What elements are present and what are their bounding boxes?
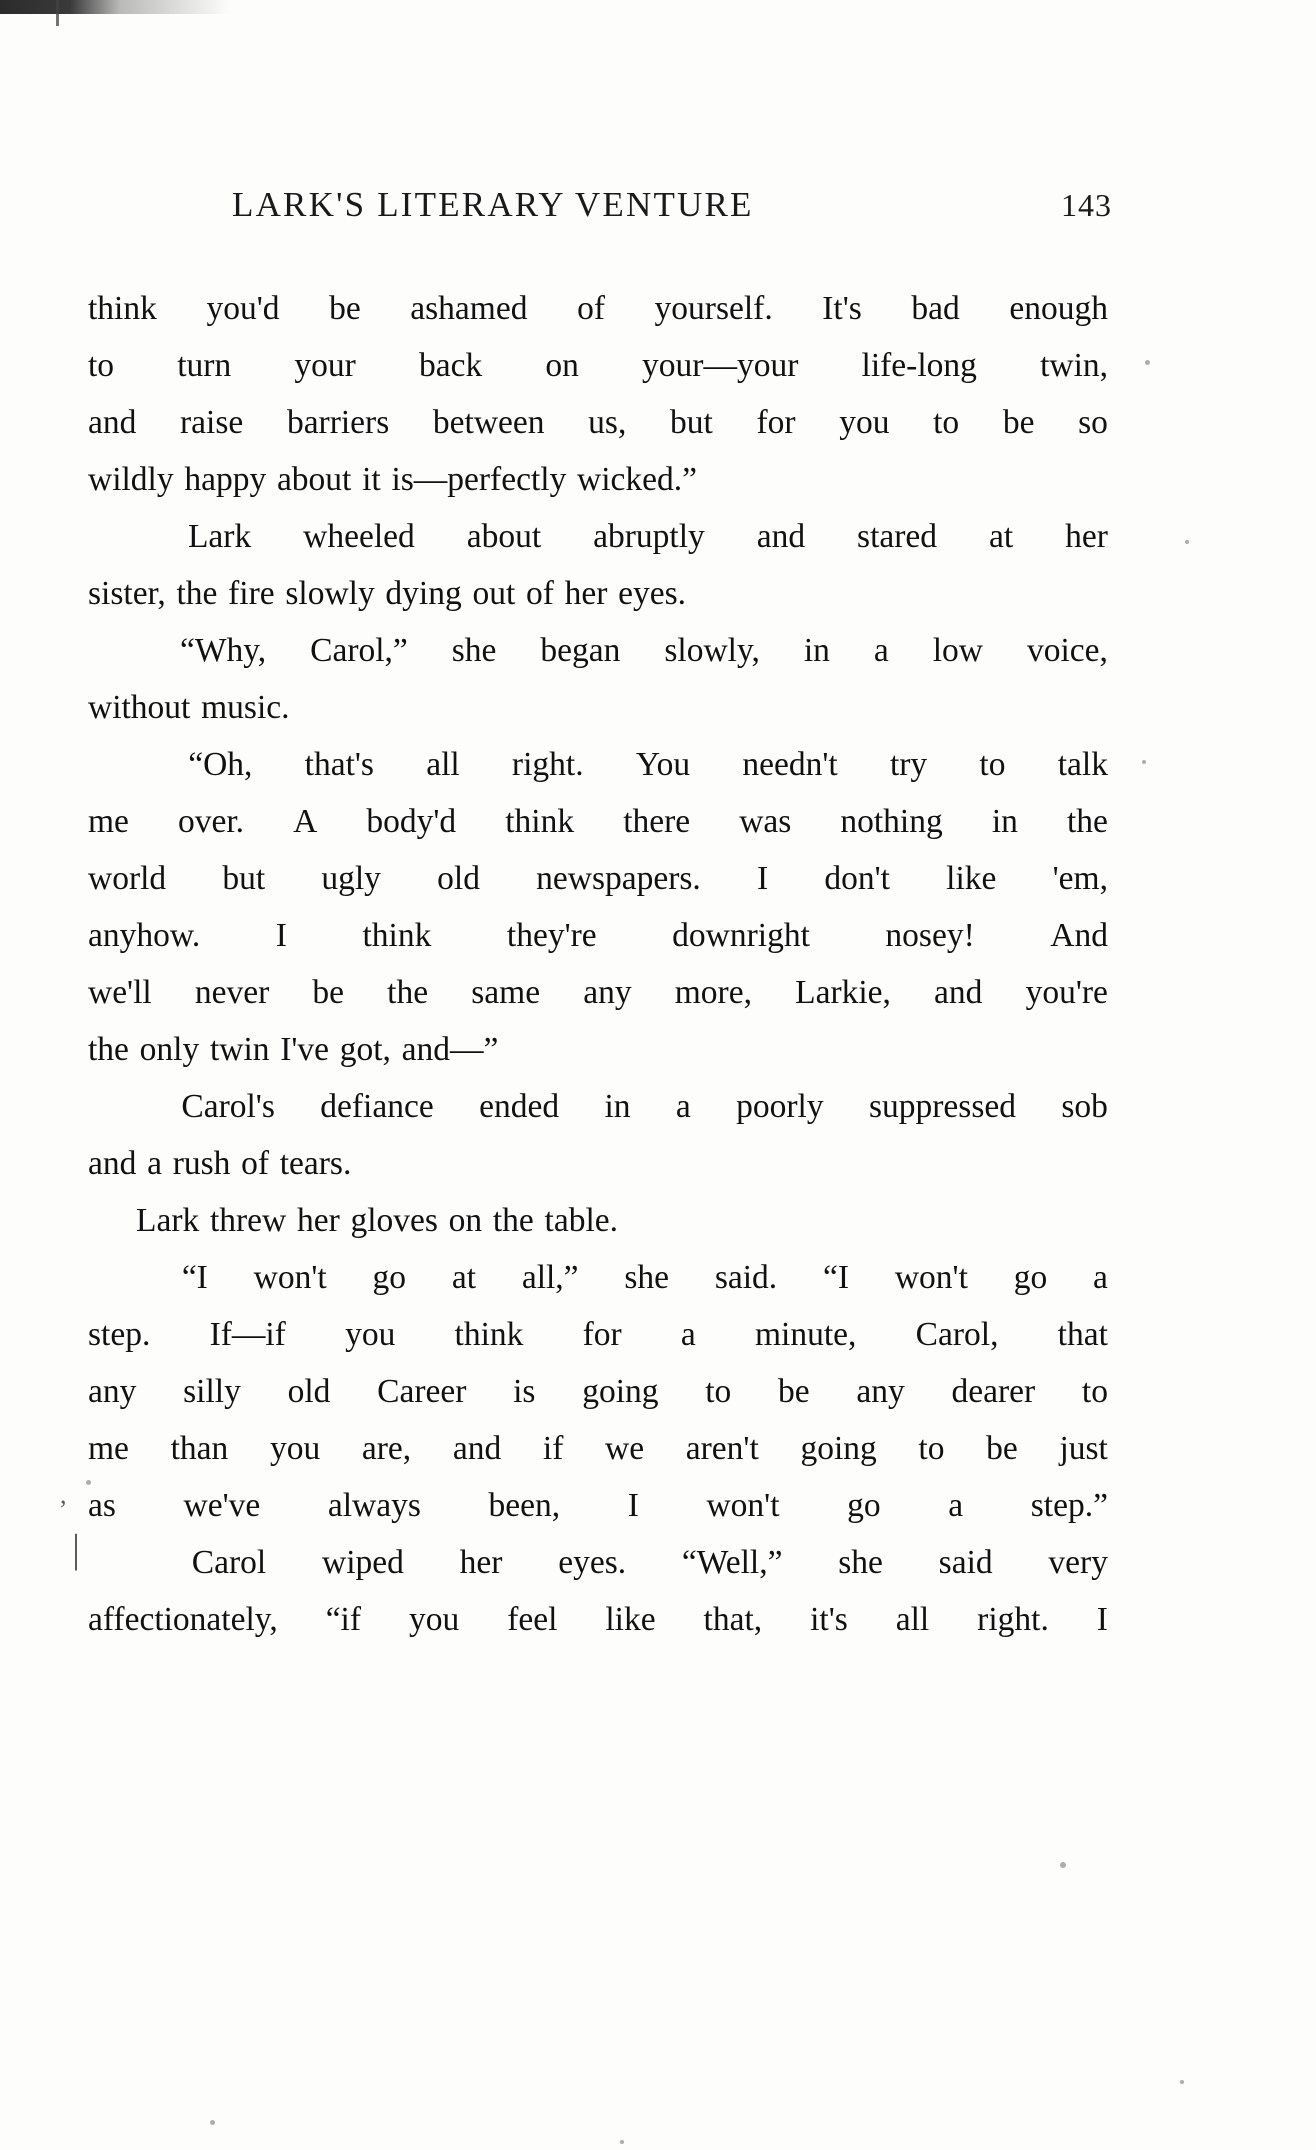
word: “I bbox=[181, 1259, 208, 1296]
word: at bbox=[988, 518, 1014, 555]
text-line bbox=[88, 1489, 1108, 1546]
word: nosey! bbox=[885, 917, 975, 954]
word: talk bbox=[1057, 746, 1108, 783]
word: we've bbox=[183, 1487, 261, 1524]
word: “Well,” bbox=[681, 1544, 783, 1581]
word: turn bbox=[177, 347, 232, 384]
word: been, bbox=[488, 1487, 561, 1524]
text-line bbox=[88, 406, 1108, 463]
word: and bbox=[756, 518, 806, 555]
word: minute, bbox=[755, 1316, 857, 1353]
word: try bbox=[889, 746, 928, 783]
word: for bbox=[756, 404, 796, 441]
margin-mark-comma: , bbox=[60, 1480, 67, 1509]
word: old bbox=[287, 1373, 331, 1410]
word: if bbox=[542, 1430, 564, 1467]
word: I bbox=[275, 917, 287, 954]
word: suppressed bbox=[868, 1088, 1016, 1125]
word: to bbox=[705, 1373, 732, 1410]
word: eyes. bbox=[558, 1544, 627, 1581]
word: to bbox=[1081, 1373, 1108, 1410]
word: the bbox=[88, 1031, 129, 1068]
text-line bbox=[88, 520, 1108, 577]
text-line bbox=[88, 1090, 1108, 1147]
word: to bbox=[88, 347, 115, 384]
word: think bbox=[454, 1316, 524, 1353]
word: It's bbox=[822, 290, 862, 327]
word: going bbox=[800, 1430, 877, 1467]
word: you're bbox=[1025, 974, 1108, 1011]
word: you bbox=[408, 1601, 460, 1638]
word: was bbox=[739, 803, 792, 840]
word: all bbox=[895, 1601, 930, 1638]
word: it's bbox=[810, 1601, 848, 1638]
text-line bbox=[88, 1546, 1108, 1603]
word: that bbox=[1057, 1316, 1108, 1353]
word: ashamed bbox=[410, 290, 528, 327]
word: you'd bbox=[206, 290, 280, 327]
word: Carol bbox=[191, 1544, 267, 1581]
word: world bbox=[88, 860, 167, 897]
word: “I bbox=[823, 1259, 850, 1296]
word: and—” bbox=[401, 1031, 499, 1068]
word: Lark bbox=[136, 1202, 200, 1239]
word: won't bbox=[706, 1487, 780, 1524]
word: more, bbox=[674, 974, 752, 1011]
word: body'd bbox=[366, 803, 457, 840]
word: her bbox=[296, 1202, 340, 1239]
word: sob bbox=[1061, 1088, 1108, 1125]
word: and bbox=[934, 974, 983, 1011]
word: at bbox=[451, 1259, 477, 1296]
word: table. bbox=[544, 1202, 619, 1239]
word: think bbox=[505, 803, 575, 840]
word: I bbox=[1096, 1601, 1108, 1638]
word: than bbox=[170, 1430, 229, 1467]
word: between bbox=[432, 404, 545, 441]
word: don't bbox=[824, 860, 890, 897]
text-line bbox=[88, 463, 1108, 520]
word: A bbox=[293, 803, 318, 840]
word: step.” bbox=[1030, 1487, 1108, 1524]
word: like bbox=[946, 860, 997, 897]
text-line bbox=[88, 1261, 1108, 1318]
word: her bbox=[459, 1544, 503, 1581]
word: a bbox=[147, 1145, 162, 1182]
word: your bbox=[294, 347, 356, 384]
word: dying bbox=[385, 575, 462, 612]
word: life-long bbox=[861, 347, 977, 384]
word: Career bbox=[377, 1373, 467, 1410]
word: dearer bbox=[951, 1373, 1036, 1410]
word: wicked.” bbox=[577, 461, 698, 498]
word: so bbox=[1078, 404, 1108, 441]
word: to bbox=[933, 404, 960, 441]
word: of bbox=[577, 290, 605, 327]
word: and bbox=[88, 1145, 137, 1182]
word: raise bbox=[180, 404, 244, 441]
word: You bbox=[635, 746, 691, 783]
word: newspapers. bbox=[536, 860, 701, 897]
word: on bbox=[448, 1202, 483, 1239]
word: Larkie, bbox=[795, 974, 891, 1011]
word: she bbox=[624, 1259, 670, 1296]
word: that, bbox=[703, 1601, 763, 1638]
word: And bbox=[1050, 917, 1108, 954]
word: to bbox=[918, 1430, 945, 1467]
word: Carol's bbox=[181, 1088, 275, 1125]
word: you bbox=[345, 1316, 396, 1353]
word: like bbox=[605, 1601, 656, 1638]
word: for bbox=[582, 1316, 622, 1353]
word: “if bbox=[325, 1601, 362, 1638]
text-line bbox=[88, 919, 1108, 976]
word: but bbox=[222, 860, 266, 897]
word: always bbox=[327, 1487, 421, 1524]
word: it bbox=[362, 461, 381, 498]
word: rush bbox=[172, 1145, 231, 1182]
scan-speck bbox=[1142, 760, 1146, 764]
word: aren't bbox=[685, 1430, 759, 1467]
word: voice, bbox=[1026, 632, 1108, 669]
word: silly bbox=[183, 1373, 241, 1410]
word: wildly bbox=[88, 461, 174, 498]
word: yourself. bbox=[654, 290, 773, 327]
word: any bbox=[856, 1373, 905, 1410]
word: twin bbox=[209, 1031, 270, 1068]
word: as bbox=[88, 1487, 116, 1524]
word: all bbox=[426, 746, 460, 783]
word: in bbox=[991, 803, 1018, 840]
word: her bbox=[1065, 518, 1108, 555]
word: we'll bbox=[88, 974, 152, 1011]
word: same bbox=[471, 974, 541, 1011]
word: in bbox=[604, 1088, 631, 1125]
running-head bbox=[232, 185, 1112, 225]
text-line bbox=[88, 1375, 1108, 1432]
word: nothing bbox=[840, 803, 943, 840]
word: only bbox=[139, 1031, 200, 1068]
word: abruptly bbox=[593, 518, 705, 555]
running-head-title: LARK'S LITERARY VENTURE bbox=[232, 185, 754, 224]
word: me bbox=[88, 803, 129, 840]
word: poorly bbox=[736, 1088, 824, 1125]
word: is bbox=[513, 1373, 536, 1410]
word: ended bbox=[479, 1088, 560, 1125]
word: any bbox=[583, 974, 632, 1011]
word: be bbox=[1002, 404, 1035, 441]
text-line bbox=[88, 349, 1108, 406]
word: a bbox=[675, 1088, 691, 1125]
word: wheeled bbox=[303, 518, 415, 555]
word: go bbox=[847, 1487, 881, 1524]
word: without bbox=[88, 689, 191, 726]
word: “Why, bbox=[179, 632, 267, 669]
scan-speck bbox=[1185, 540, 1189, 544]
word: in bbox=[803, 632, 830, 669]
word: is—perfectly bbox=[391, 461, 567, 498]
word: slowly bbox=[285, 575, 375, 612]
text-line bbox=[88, 1204, 1108, 1261]
word: said bbox=[938, 1544, 993, 1581]
word: be bbox=[312, 974, 345, 1011]
word: stared bbox=[857, 518, 938, 555]
text-line bbox=[88, 862, 1108, 919]
word: Carol,” bbox=[310, 632, 408, 669]
word: and bbox=[88, 404, 137, 441]
word: sister, bbox=[88, 575, 166, 612]
text-line bbox=[88, 1147, 1108, 1204]
word: we bbox=[605, 1430, 645, 1467]
word: be bbox=[329, 290, 361, 327]
word: out bbox=[472, 575, 516, 612]
word: barriers bbox=[286, 404, 390, 441]
word: your—your bbox=[642, 347, 799, 384]
word: you bbox=[839, 404, 890, 441]
word: defiance bbox=[320, 1088, 434, 1125]
word: right. bbox=[977, 1601, 1049, 1638]
word: all,” bbox=[521, 1259, 579, 1296]
word: us, bbox=[588, 404, 627, 441]
text-line bbox=[88, 1033, 1108, 1090]
word: and bbox=[452, 1430, 502, 1467]
word: that's bbox=[304, 746, 374, 783]
word: about bbox=[276, 461, 352, 498]
scan-speck bbox=[1145, 360, 1150, 365]
word: think bbox=[362, 917, 432, 954]
word: tears. bbox=[279, 1145, 352, 1182]
word: slowly, bbox=[664, 632, 760, 669]
word: wiped bbox=[322, 1544, 404, 1581]
word: the bbox=[492, 1202, 534, 1239]
word: be bbox=[986, 1430, 1018, 1467]
word: 'em, bbox=[1052, 860, 1108, 897]
text-line bbox=[88, 292, 1108, 349]
word: she bbox=[451, 632, 497, 669]
text-line bbox=[88, 748, 1108, 805]
word: over. bbox=[178, 803, 245, 840]
word: happy bbox=[184, 461, 267, 498]
text-line bbox=[88, 805, 1108, 862]
word: step. bbox=[88, 1316, 151, 1353]
word: a bbox=[873, 632, 889, 669]
word: I bbox=[757, 860, 769, 897]
word: any bbox=[88, 1373, 137, 1410]
word: old bbox=[437, 860, 480, 897]
word: but bbox=[670, 404, 713, 441]
body-text bbox=[88, 292, 1108, 1660]
word: on bbox=[545, 347, 579, 384]
word: needn't bbox=[742, 746, 838, 783]
word: the bbox=[1066, 803, 1108, 840]
text-line bbox=[88, 577, 1108, 634]
word: got, bbox=[339, 1031, 391, 1068]
text-line bbox=[88, 1318, 1108, 1375]
word: Carol, bbox=[915, 1316, 999, 1353]
word: there bbox=[623, 803, 691, 840]
text-line bbox=[88, 691, 1108, 748]
word: be bbox=[778, 1373, 810, 1410]
word: affectionately, bbox=[88, 1601, 278, 1638]
word: are, bbox=[361, 1430, 412, 1467]
word: enough bbox=[1009, 290, 1108, 327]
word: Lark bbox=[187, 518, 252, 555]
word: to bbox=[979, 746, 1006, 783]
scan-speck bbox=[1180, 2080, 1184, 2084]
word: threw bbox=[209, 1202, 287, 1239]
word: downright bbox=[672, 917, 810, 954]
word: about bbox=[466, 518, 542, 555]
word: bad bbox=[911, 290, 960, 327]
word: she bbox=[838, 1544, 883, 1581]
word: music. bbox=[201, 689, 290, 726]
word: fire bbox=[228, 575, 275, 612]
word: gloves bbox=[350, 1202, 438, 1239]
word: going bbox=[582, 1373, 659, 1410]
word: won't bbox=[253, 1259, 327, 1296]
word: go bbox=[1013, 1259, 1048, 1296]
word: feel bbox=[507, 1601, 558, 1638]
scan-speck bbox=[1060, 1862, 1066, 1868]
word: anyhow. bbox=[88, 917, 201, 954]
word: they're bbox=[506, 917, 597, 954]
word: a bbox=[1093, 1259, 1108, 1296]
word: ugly bbox=[321, 860, 381, 897]
word: twin, bbox=[1040, 347, 1108, 384]
word: I've bbox=[280, 1031, 330, 1068]
word: If—if bbox=[209, 1316, 286, 1353]
word: low bbox=[932, 632, 983, 669]
word: her bbox=[564, 575, 608, 612]
text-line bbox=[88, 976, 1108, 1033]
word: go bbox=[372, 1259, 407, 1296]
word: eyes. bbox=[618, 575, 687, 612]
page-number: 143 bbox=[1061, 187, 1112, 223]
word: me bbox=[88, 1430, 129, 1467]
word: I bbox=[627, 1487, 639, 1524]
word: think bbox=[88, 290, 157, 327]
word: never bbox=[194, 974, 270, 1011]
word: just bbox=[1059, 1430, 1108, 1467]
word: right. bbox=[511, 746, 584, 783]
text-line bbox=[88, 1432, 1108, 1489]
word: a bbox=[948, 1487, 964, 1524]
text-line bbox=[88, 1603, 1108, 1660]
word: won't bbox=[894, 1259, 968, 1296]
margin-mark-bar: | bbox=[72, 1526, 81, 1571]
word: the bbox=[176, 575, 218, 612]
word: of bbox=[241, 1145, 270, 1182]
scan-speck bbox=[620, 2140, 624, 2144]
scan-speck bbox=[86, 1480, 91, 1485]
word: very bbox=[1048, 1544, 1108, 1581]
word: said. bbox=[714, 1259, 778, 1296]
word: a bbox=[680, 1316, 696, 1353]
text-line bbox=[88, 634, 1108, 691]
word: of bbox=[525, 575, 554, 612]
word: “Oh, bbox=[188, 746, 253, 783]
scan-speck bbox=[210, 2120, 215, 2125]
word: began bbox=[540, 632, 621, 669]
word: you bbox=[269, 1430, 321, 1467]
word: the bbox=[387, 974, 429, 1011]
word: back bbox=[418, 347, 483, 384]
